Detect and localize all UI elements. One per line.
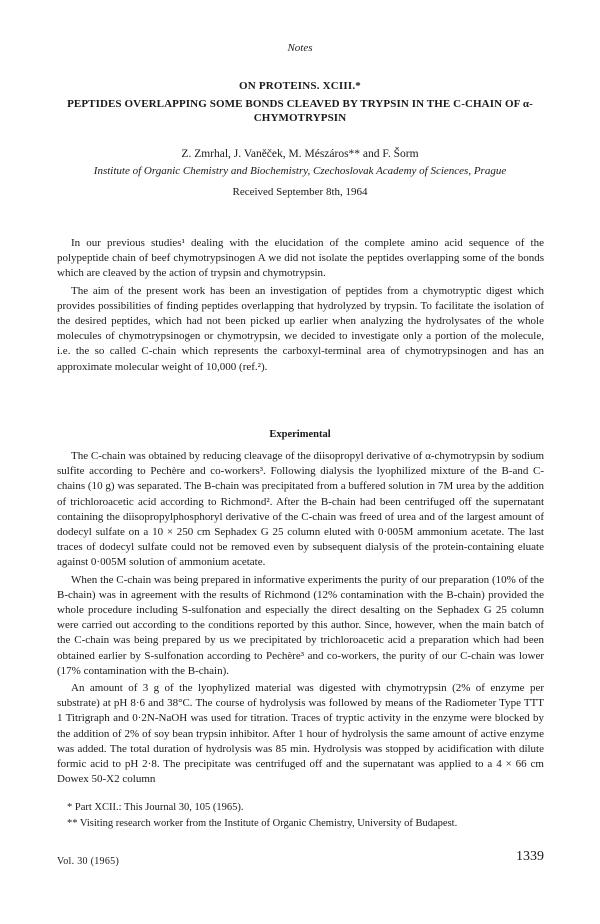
received-date: Received September 8th, 1964 (232, 186, 368, 198)
volume-info: Vol. 30 (1965) (57, 856, 120, 867)
affiliation: Institute of Organic Chemistry and Biochemistry, Czechoslovak Academy of Sciences, Prague (93, 165, 507, 177)
footnote: * Part XCII.: This Journal 30, 105 (1965). (67, 802, 244, 813)
paragraph: An amount of 3 g of the lyophylized material was digested with chymotrypsin (2% of enzyme per substrate) at pH 8·6 and 38°C. The course of hydrolysis was followed by means of the Radiometer Type TTT 1 Titrigraph and 0·2N-NaOH was used for titration. Traces of tryptic activity in the enzyme were blocked by the addition of 2% of soy bean trypsin inhibitor. After 1 hour of hydrolysis the same amount of active enzyme was added. The total duration of hydrolysis was 85 min. Hydrolysis was stopped by acidification with dilute formic acid to pH 2·8. The precipitate was centrifuged off and the supernatant was applied to a 4 × 66 cm Dowex 50-X2 column (57, 682, 544, 786)
paragraph: In our previous studies¹ dealing with the elucidation of the complete amino acid sequence of the polypeptide chain of beef chymotrypsinogen A we did not isolate the peptides overlapping some of the bonds which are cleaved by the action of trypsin and chymotrypsin. (57, 237, 544, 280)
experimental-section (57, 449, 544, 787)
page-number: 1339 (516, 849, 544, 864)
paragraph: The C-chain was obtained by reducing cleavage of the diisopropyl derivative of α-chymotrypsin by sodium sulfite according to Pechère and co-workers³. Following dialysis the lyophilized mixture of the B-and C-chains (10 g) was separated. The B-chain was precipitated from a buffered solution in 7M urea by the addition of trichloroacetic acid according to Richmond². After the B-chain had been centrifuged off the supernatant containing the diisopropylphosphoryl derivative of the C-chain was freed of urea and of the largest amount of dodecyl sulfate on a 10 × 250 cm Sephadex G 25 column eluted with 0·005M ammonium acetate. The last traces of dodecyl sulfate could not be removed even by subsequent dialysis of the protein-containing eluate against 0·005M solution of ammonium acetate. (57, 450, 544, 569)
introduction (57, 236, 544, 375)
paragraph: When the C-chain was being prepared in informative experiments the purity of our preparation (10% of the B-chain) was in agreement with the results of Richmond (12% contamination with the B-chain) provided the whole procedure including S-sulfonation and especially the direct desalting on the Sephadex G 25 column were carried out according to the conditions reported by this author. Since, however, when the main batch of the C-chain was being prepared by us we precipitated by trichloroacetic acid a preparation which had been obtained earlier by S-sulfonation according to Pechère³ and co-workers, the purity of our C-chain was lower (17% contamination with the B-chain). (57, 573, 544, 677)
author-list: Z. Zmrhal, J. Vaněček, M. Mészáros** and F. Šorm (181, 148, 419, 160)
footnote: ** Visiting research worker from the Institute of Organic Chemistry, University of Budapest. (67, 818, 458, 829)
article-series-title: ON PROTEINS. XCIII.* (239, 80, 361, 92)
section-label: Notes (287, 42, 313, 54)
footnotes (57, 800, 547, 832)
article-title: PEPTIDES OVERLAPPING SOME BONDS CLEAVED BY TRYPSIN IN THE C-CHAIN OF α-CHYMOTRYPSIN (67, 98, 533, 124)
section-heading: Experimental (269, 429, 331, 440)
paragraph: The aim of the present work has been an investigation of peptides from a chymotryptic digest which provides possibilities of finding peptides overlapping that hydrolyzed by trypsin. To facilitate the isolation of the desired peptides, which had not been picked up earlier when analyzing the hydrolysates of the whole molecules of chymotrypsinogen or chymotrypsin, we decided to investigate only a portion of the molecule, i.e. the so called C-chain which represents the carboxyl-terminal area of chymotrypsinogen and has an approximate molecular weight of 10,000 (ref.²). (57, 284, 544, 373)
